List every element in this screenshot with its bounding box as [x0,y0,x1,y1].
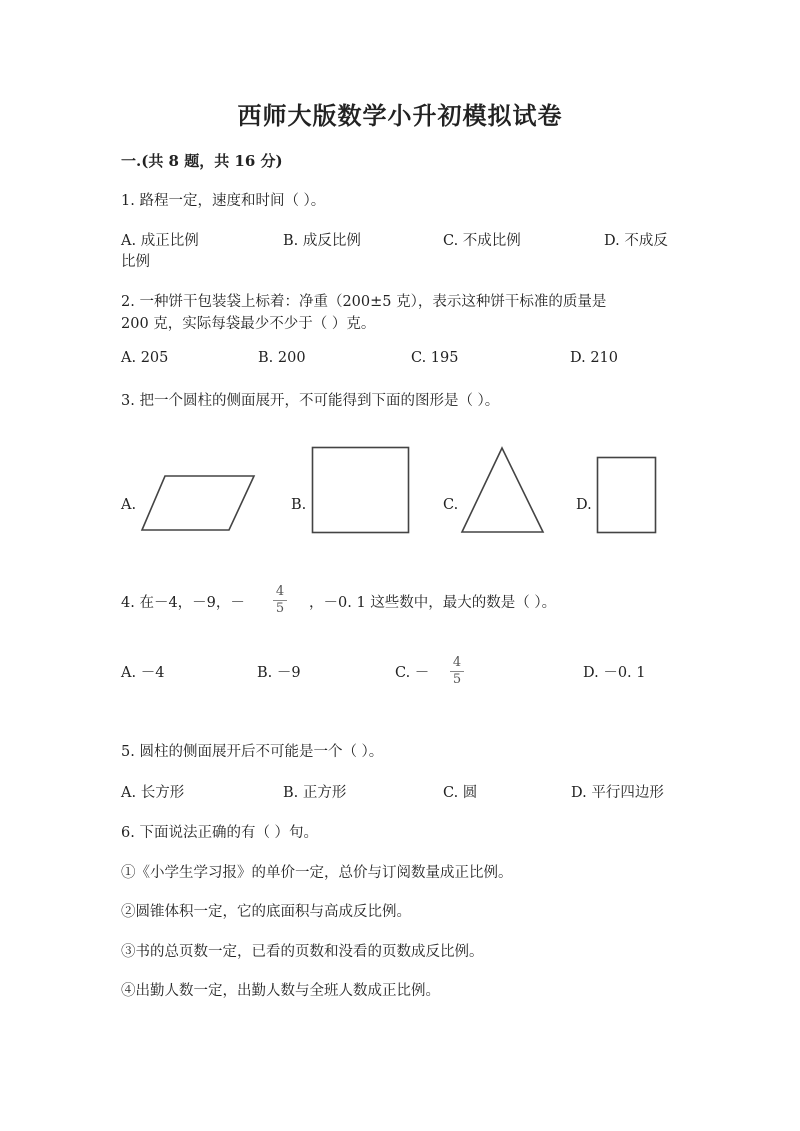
option-b: B. －9 [257,665,301,681]
option-c: C. 不成比例 [443,233,521,249]
question-stem-part-a: 4. 在－4，－9，－ [121,595,245,611]
option-a: A. 205 [121,350,169,366]
fraction-denominator: 5 [275,601,285,616]
fraction-four-fifths [450,656,464,687]
question-stem: 5. 圆柱的侧面展开后不可能是一个（ ）。 [121,744,384,760]
question-stem-line-1: 2. 一种饼干包装袋上标着：净重（200±5 克），表示这种饼干标准的质量是 [121,294,607,310]
section-heading: 一.(共 8 题，共 16 分) [121,152,283,170]
fraction-four-fifths [273,585,287,616]
option-a: A. －4 [121,665,165,681]
fraction-numerator: 4 [452,655,462,670]
question-stem-part-b: ，－0. 1 这些数中，最大的数是（ ）。 [309,595,557,611]
option-a: A. 长方形 [121,785,185,801]
option-d: D. －0. 1 [583,665,646,681]
parallelogram-shape [140,474,256,532]
page-title: 西师大版数学小升初模拟试卷 [237,101,563,130]
option-b: B. 200 [258,350,306,366]
fraction-denominator: 5 [452,672,462,687]
square-shape [311,446,410,534]
option-d: D. 210 [570,350,619,366]
option-c: C. [443,497,459,513]
option-d: D. [576,497,592,513]
rectangle-shape [596,456,658,534]
option-b: B. 成反比例 [283,233,361,249]
option-c: C. 圆 [443,785,478,801]
statement-2: ②圆锥体积一定，它的底面积与高成反比例。 [121,904,411,920]
triangle-shape [460,446,546,534]
question-stem-line-2: 200 克，实际每袋最少不少于（ ）克。 [121,316,376,332]
option-d: D. 不成反 [604,233,668,249]
statement-1: ①《小学生学习报》的单价一定，总价与订阅数量成正比例。 [121,865,513,881]
option-b: B. [291,497,307,513]
question-stem: 6. 下面说法正确的有（ ）句。 [121,825,319,841]
option-a: A. 成正比例 [121,233,199,249]
option-d-wrap: 比例 [121,254,150,270]
question-stem: 3. 把一个圆柱的侧面展开，不可能得到下面的图形是（ ）。 [121,393,500,409]
option-d: D. 平行四边形 [571,785,664,801]
statement-3: ③书的总页数一定，已看的页数和没看的页数成反比例。 [121,944,484,960]
option-c: C. － [395,665,430,681]
option-b: B. 正方形 [283,785,347,801]
question-stem: 1. 路程一定，速度和时间（ ）。 [121,193,326,209]
statement-4: ④出勤人数一定，出勤人数与全班人数成正比例。 [121,983,440,999]
option-a: A. [121,497,137,513]
fraction-numerator: 4 [275,584,285,599]
option-c: C. 195 [411,350,459,366]
